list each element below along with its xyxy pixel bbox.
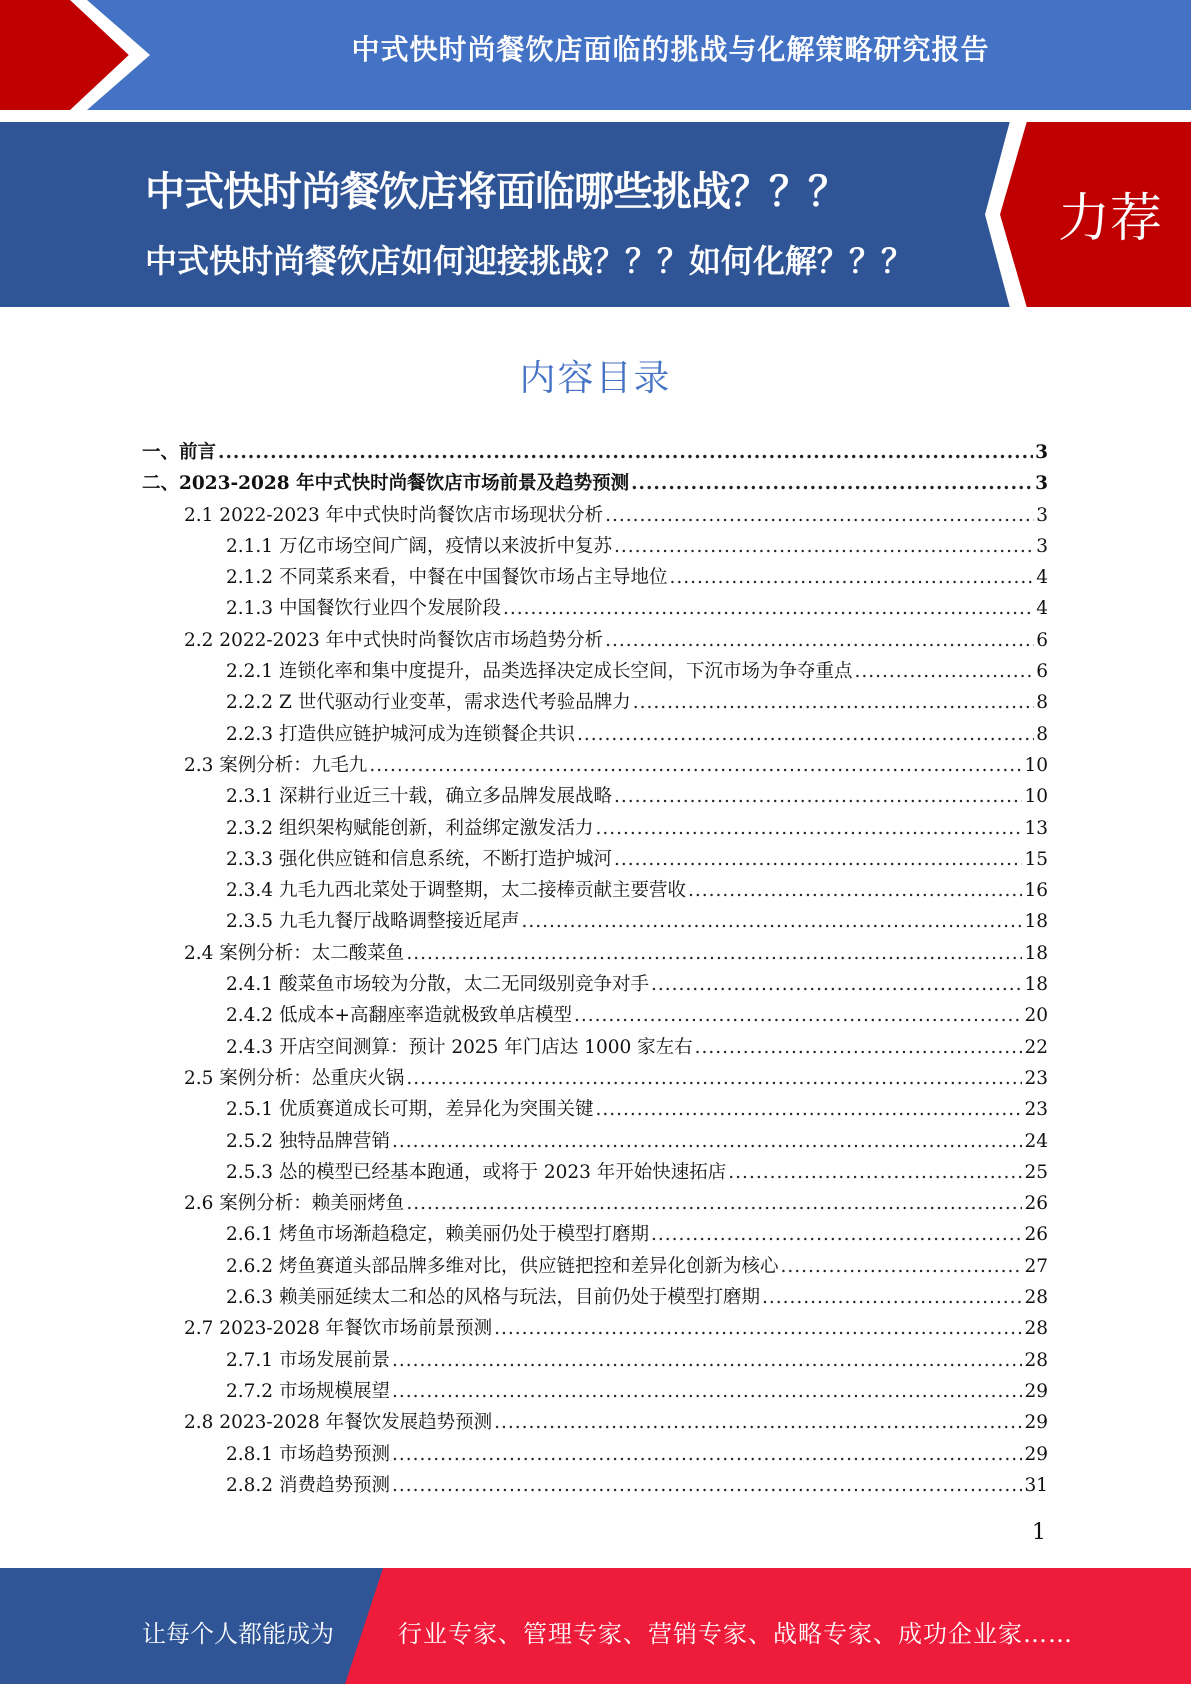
toc-entry-title: 2.6 案例分析：赖美丽烤鱼 [184, 1193, 405, 1215]
toc-entry-page: 28 [1024, 1318, 1048, 1340]
toc-dot-leader [218, 442, 1033, 463]
toc-entry-page: 8 [1036, 692, 1048, 714]
toc-entry-title: 二、2023-2028 年中式快时尚餐饮店市场前景及趋势预测 [142, 473, 630, 495]
toc-entry[interactable] [142, 907, 1048, 938]
toc-entry[interactable] [142, 1471, 1048, 1502]
toc-entry-title: 2.1 2022-2023 年中式快时尚餐饮店市场现状分析 [184, 504, 604, 526]
toc-entry-title: 2.2.1 连锁化率和集中度提升，品类选择决定成长空间，下沉市场为争夺重点 [226, 661, 853, 683]
toc-dot-leader [392, 1381, 1022, 1402]
toc-entry[interactable] [142, 1252, 1048, 1283]
toc-entry[interactable] [142, 688, 1048, 719]
toc-dot-leader [369, 755, 1022, 776]
toc-entry-title: 2.2.3 打造供应链护城河成为连锁餐企共识 [226, 723, 575, 745]
toc-entry-title: 2.7.1 市场发展前景 [226, 1349, 390, 1371]
toc-entry-page: 8 [1036, 723, 1048, 745]
toc-dot-leader [406, 1193, 1022, 1214]
toc-entry-page: 6 [1036, 661, 1048, 683]
toc-entry-title: 2.1.1 万亿市场空间广阔，疫情以来波折中复苏 [226, 535, 612, 557]
toc-entry-page: 13 [1024, 817, 1048, 839]
toc-entry[interactable] [142, 1127, 1048, 1158]
toc-entry-title: 2.5.3 怂的模型已经基本跑通，或将于 2023 年开始快速拓店 [226, 1161, 727, 1183]
toc-entry-page: 26 [1024, 1224, 1048, 1246]
toc-dot-leader [614, 849, 1022, 870]
toc-dot-leader [631, 473, 1033, 494]
toc-dot-leader [651, 1224, 1022, 1245]
toc-entry[interactable] [142, 970, 1048, 1001]
toc-entry[interactable] [142, 1377, 1048, 1408]
toc-dot-leader [762, 1287, 1022, 1308]
toc-entry-title: 2.7.2 市场规模展望 [226, 1380, 390, 1402]
toc-dot-leader [392, 1350, 1022, 1371]
toc-dot-leader [614, 536, 1034, 557]
toc-entry-page: 18 [1024, 942, 1048, 964]
toc-dot-leader [728, 1162, 1022, 1183]
toc-entry[interactable] [142, 814, 1048, 845]
toc-entry-title: 2.4 案例分析：太二酸菜鱼 [184, 942, 405, 964]
toc-entry-title: 2.6.1 烤鱼市场渐趋稳定，赖美丽仍处于模型打磨期 [226, 1224, 649, 1246]
toc-dot-leader [521, 911, 1022, 932]
toc-entry[interactable] [142, 1158, 1048, 1189]
toc-entry-title: 2.6.2 烤鱼赛道头部品牌多维对比，供应链把控和差异化创新为核心 [226, 1255, 779, 1277]
toc-dot-leader [595, 1099, 1022, 1120]
toc-entry-page: 10 [1024, 786, 1048, 808]
toc-entry-title: 2.3.2 组织架构赋能创新，利益绑定激发活力 [226, 817, 594, 839]
toc-entry-page: 29 [1024, 1412, 1048, 1434]
toc-entry-page: 22 [1024, 1036, 1048, 1058]
page-number: 1 [1032, 1520, 1046, 1545]
toc-dot-leader [392, 1475, 1022, 1496]
toc-entry-page: 23 [1024, 1067, 1048, 1089]
toc-entry-page: 25 [1024, 1161, 1048, 1183]
toc-dot-leader [614, 786, 1022, 807]
toc-entry[interactable] [142, 751, 1048, 782]
toc-entry[interactable] [142, 501, 1048, 532]
footer-slogan-right: 行业专家、管理专家、营销专家、战略专家、成功企业家…… [398, 1620, 1073, 1648]
toc-entry-page: 6 [1036, 629, 1048, 651]
toc-entry-title: 2.8.1 市场趋势预测 [226, 1443, 390, 1465]
toc-entry-page: 4 [1036, 598, 1048, 620]
toc-entry-page: 3 [1035, 442, 1048, 463]
toc-entry-title: 2.3.3 强化供应链和信息系统，不断打造护城河 [226, 848, 612, 870]
toc-entry[interactable] [142, 594, 1048, 625]
toc-entry[interactable] [142, 1314, 1048, 1345]
toc-entry[interactable] [142, 532, 1048, 563]
toc-entry-page: 16 [1024, 880, 1048, 902]
footer-slogan-left: 让每个人都能成为 [142, 1620, 334, 1648]
toc-entry-title: 2.8.2 消费趋势预测 [226, 1474, 390, 1496]
toc-dot-leader [595, 818, 1022, 839]
toc-entry[interactable] [142, 1064, 1048, 1095]
toc-dot-leader [503, 598, 1034, 619]
toc-entry-title: 2.3.5 九毛九餐厅战略调整接近尾声 [226, 911, 520, 933]
toc-entry-page: 18 [1024, 911, 1048, 933]
toc-entry-page: 4 [1036, 567, 1048, 589]
toc-entry-title: 2.5.1 优质赛道成长可期，差异化为突围关键 [226, 1099, 594, 1121]
toc-dot-leader [406, 943, 1022, 964]
toc-entry-title: 2.6.3 赖美丽延续太二和怂的风格与玩法，目前仍处于模型打磨期 [226, 1287, 760, 1309]
toc-dot-leader [494, 1318, 1022, 1339]
toc-entry-title: 2.3.1 深耕行业近三十载，确立多品牌发展战略 [226, 786, 612, 808]
table-of-contents [142, 438, 1048, 1502]
toc-entry-page: 26 [1024, 1193, 1048, 1215]
toc-entry-title: 2.3 案例分析：九毛九 [184, 754, 368, 776]
toc-entry-title: 2.5.2 独特品牌营销 [226, 1130, 390, 1152]
toc-entry-page: 3 [1036, 535, 1048, 557]
hero-question-1: 中式快时尚餐饮店将面临哪些挑战？？？ [145, 169, 847, 215]
toc-entry[interactable] [142, 1033, 1048, 1064]
toc-entry-title: 2.1.3 中国餐饮行业四个发展阶段 [226, 598, 501, 620]
toc-dot-leader [574, 1005, 1022, 1026]
toc-entry-page: 10 [1024, 754, 1048, 776]
toc-dot-leader [780, 1256, 1022, 1277]
toc-entry-title: 2.4.1 酸菜鱼市场较为分散，太二无同级别竞争对手 [226, 974, 649, 996]
toc-entry[interactable] [142, 1220, 1048, 1251]
toc-entry[interactable] [142, 1408, 1048, 1439]
toc-entry-title: 2.2.2 Z 世代驱动行业变革，需求迭代考验品牌力 [226, 692, 631, 714]
toc-dot-leader [669, 567, 1034, 588]
toc-entry[interactable] [142, 876, 1048, 907]
toc-entry-page: 3 [1036, 504, 1048, 526]
recommend-stamp: 力荐 [1058, 189, 1163, 249]
toc-entry[interactable] [142, 657, 1048, 688]
toc-dot-leader [651, 974, 1022, 995]
toc-entry-title: 2.3.4 九毛九西北菜处于调整期，太二接棒贡献主要营收 [226, 880, 686, 902]
toc-entry-page: 31 [1024, 1474, 1048, 1496]
toc-dot-leader [406, 1068, 1022, 1089]
toc-dot-leader [605, 630, 1034, 651]
toc-entry[interactable] [142, 1440, 1048, 1471]
toc-entry-title: 2.8 2023-2028 年餐饮发展趋势预测 [184, 1412, 493, 1434]
toc-entry[interactable] [142, 1283, 1048, 1314]
toc-entry-title: 2.7 2023-2028 年餐饮市场前景预测 [184, 1318, 493, 1340]
toc-entry-page: 18 [1024, 974, 1048, 996]
toc-entry-title: 2.1.2 不同菜系来看，中餐在中国餐饮市场占主导地位 [226, 567, 668, 589]
toc-heading: 内容目录 [519, 358, 672, 399]
toc-entry-page: 28 [1024, 1287, 1048, 1309]
toc-entry-title: 2.4.2 低成本+高翻座率造就极致单店模型 [226, 1005, 572, 1027]
toc-entry-title: 2.4.3 开店空间测算：预计 2025 年门店达 1000 家左右 [226, 1036, 693, 1058]
hero-question-2: 中式快时尚餐饮店如何迎接挑战？？？如何化解？？？ [145, 242, 914, 280]
toc-dot-leader [605, 505, 1034, 526]
toc-dot-leader [494, 1412, 1022, 1433]
toc-entry[interactable] [142, 469, 1048, 500]
toc-entry[interactable] [142, 1001, 1048, 1032]
report-title: 中式快时尚餐饮店面临的挑战与化解策略研究报告 [351, 33, 990, 66]
toc-dot-leader [695, 1037, 1023, 1058]
toc-dot-leader [633, 692, 1035, 713]
toc-entry-page: 27 [1024, 1255, 1048, 1277]
toc-entry[interactable] [142, 782, 1048, 813]
toc-entry-page: 29 [1024, 1380, 1048, 1402]
toc-entry-page: 23 [1024, 1099, 1048, 1121]
toc-dot-leader [392, 1444, 1022, 1465]
toc-dot-leader [577, 724, 1034, 745]
toc-entry-page: 29 [1024, 1443, 1048, 1465]
toc-entry-title: 2.5 案例分析：怂重庆火锅 [184, 1067, 405, 1089]
toc-entry-page: 3 [1035, 473, 1048, 495]
toc-entry-title: 一、前言 [142, 442, 217, 463]
toc-entry-page: 20 [1024, 1005, 1048, 1027]
toc-entry[interactable] [142, 720, 1048, 751]
toc-entry-page: 15 [1024, 848, 1048, 870]
toc-entry[interactable] [142, 1346, 1048, 1377]
toc-entry[interactable] [142, 845, 1048, 876]
toc-entry-title: 2.2 2022-2023 年中式快时尚餐饮店市场趋势分析 [184, 629, 604, 651]
toc-entry[interactable] [142, 939, 1048, 970]
toc-dot-leader [854, 661, 1034, 682]
toc-dot-leader [688, 880, 1022, 901]
toc-entry[interactable] [142, 438, 1048, 469]
toc-entry[interactable] [142, 626, 1048, 657]
toc-dot-leader [392, 1131, 1022, 1152]
toc-entry[interactable] [142, 1189, 1048, 1220]
toc-entry[interactable] [142, 1095, 1048, 1126]
toc-entry-page: 24 [1024, 1130, 1048, 1152]
toc-entry-page: 28 [1024, 1349, 1048, 1371]
toc-entry[interactable] [142, 563, 1048, 594]
